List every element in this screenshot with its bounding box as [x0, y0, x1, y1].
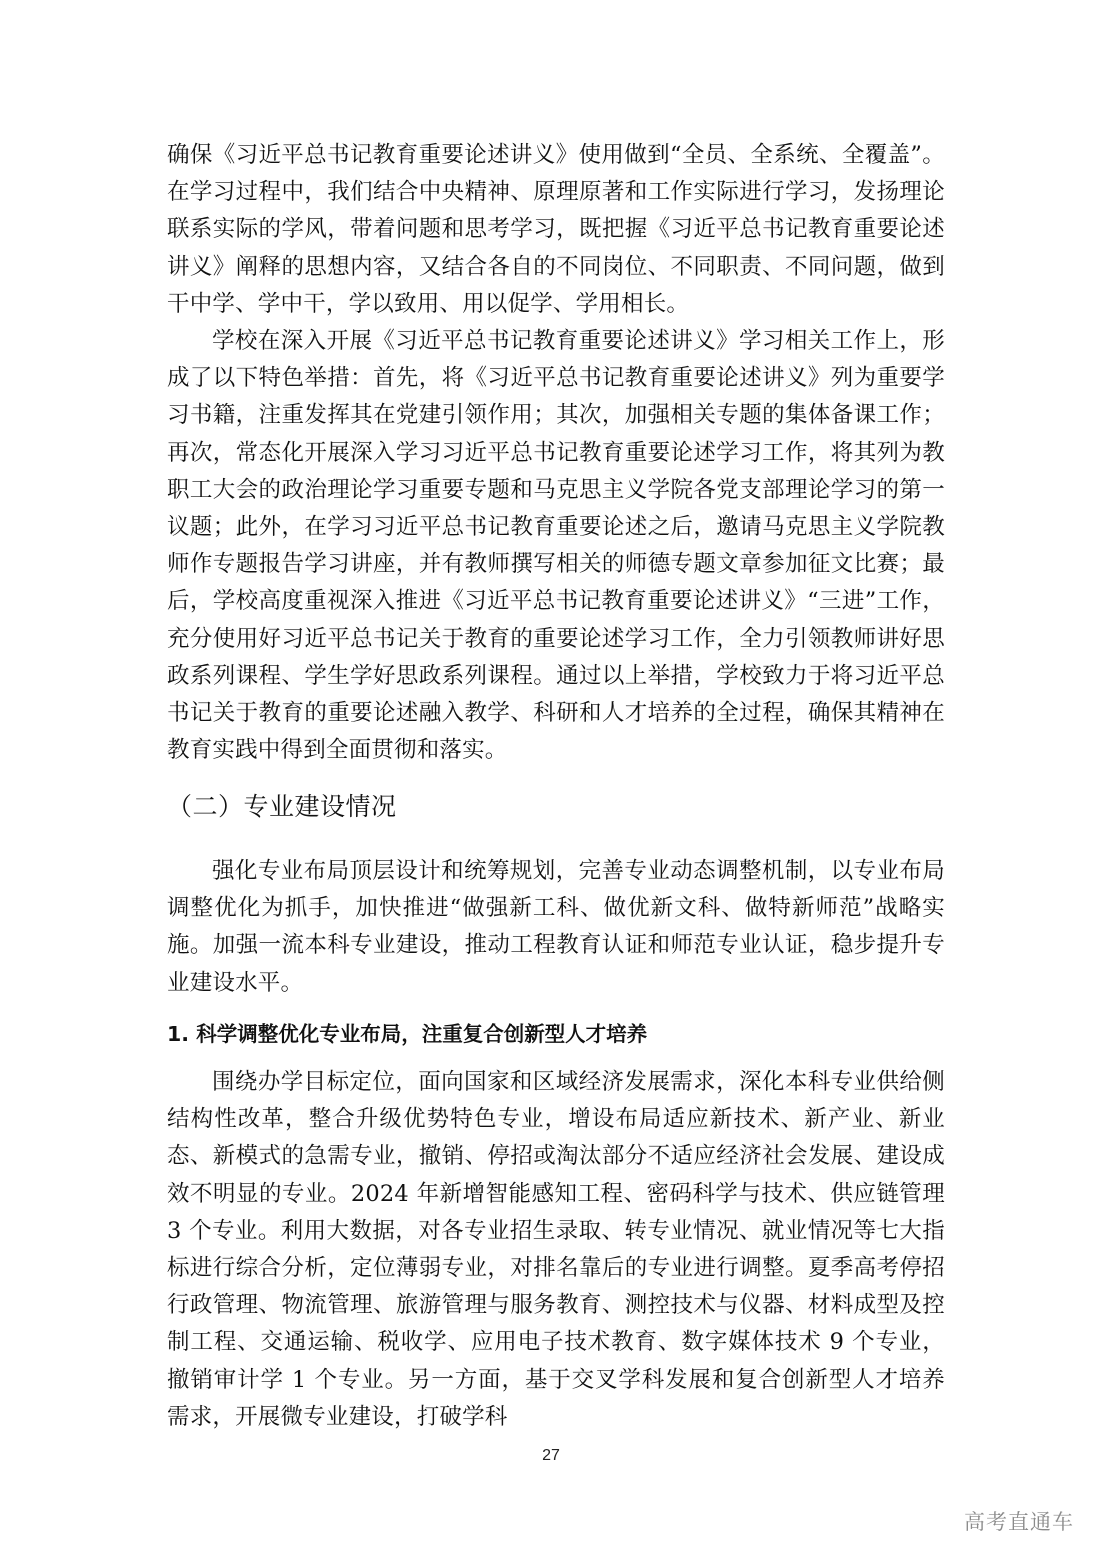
watermark-text: 高考直通车 — [964, 1510, 1074, 1534]
subsection-body — [167, 1064, 945, 1436]
section-body — [167, 853, 945, 1002]
subsection-heading: 1. 科学调整优化专业布局，注重复合创新型人才培养 — [167, 1022, 648, 1046]
paragraph-major-layout: 围绕办学目标定位，面向国家和区域经济发展需求，深化本科专业供给侧结构性改革，整合升级优势特色专业，增设布局适应新技术、新产业、新业态、新模式的急需专业，撤销、停招或淘汰部分不适应经济社会发展、建设成效不明显的专业。2024 年新增智能感知工程、密码科学与技术、供应链管理 3 个专业。利用大数据，对各专业招生录取、转专业情况、就业情况等七大指标进行综合分析，定位薄弱专业，对排名靠后的专业进行调整。夏季高考停招行政管理、物流管理、旅游管理与服务教育、测控技术与仪器、材料成型及控制工程、交通运输、税收学、应用电子技术教育、数字媒体技术 9 个专业，撤销审计学 1 个专业。另一方面，基于交叉学科发展和复合创新型人才培养需求，开展微专业建设，打破学科 — [167, 1069, 945, 1430]
section-heading: （二）专业建设情况 — [167, 792, 397, 821]
body-text-block — [167, 137, 945, 769]
paragraph-continued: 确保《习近平总书记教育重要论述讲义》使用做到“全员、全系统、全覆盖”。在学习过程中，我们结合中央精神、原理原著和工作实际进行学习，发扬理论联系实际的学风，带着问题和思考学习，既把握《习近平总书记教育重要论述讲义》阐释的思想内容，又结合各自的不同岗位、不同职责、不同问题，做到干中学、学中干，学以致用、用以促学、学用相长。 — [167, 142, 945, 317]
paragraph-major-construction: 强化专业布局顶层设计和统筹规划，完善专业动态调整机制，以专业布局调整优化为抓手，加快推进“做强新工科、做优新文科、做特新师范”战略实施。加强一流本科专业建设，推动工程教育认证和师范专业认证，稳步提升专业建设水平。 — [167, 858, 945, 996]
page-number: 27 — [542, 1447, 560, 1464]
paragraph-measures: 学校在深入开展《习近平总书记教育重要论述讲义》学习相关工作上，形成了以下特色举措：首先，将《习近平总书记教育重要论述讲义》列为重要学习书籍，注重发挥其在党建引领作用；其次，加强相关专题的集体备课工作；再次，常态化开展深入学习习近平总书记教育重要论述学习工作，将其列为教职工大会的政治理论学习重要专题和马克思主义学院各党支部理论学习的第一议题；此外，在学习习近平总书记教育重要论述之后，邀请马克思主义学院教师作专题报告学习讲座，并有教师撰写相关的师德专题文章参加征文比赛；最后，学校高度重视深入推进《习近平总书记教育重要论述讲义》“三进”工作，充分使用好习近平总书记关于教育的重要论述学习工作，全力引领教师讲好思政系列课程、学生学好思政系列课程。通过以上举措，学校致力于将习近平总书记关于教育的重要论述融入教学、科研和人才培养的全过程，确保其精神在教育实践中得到全面贯彻和落实。 — [167, 328, 945, 764]
